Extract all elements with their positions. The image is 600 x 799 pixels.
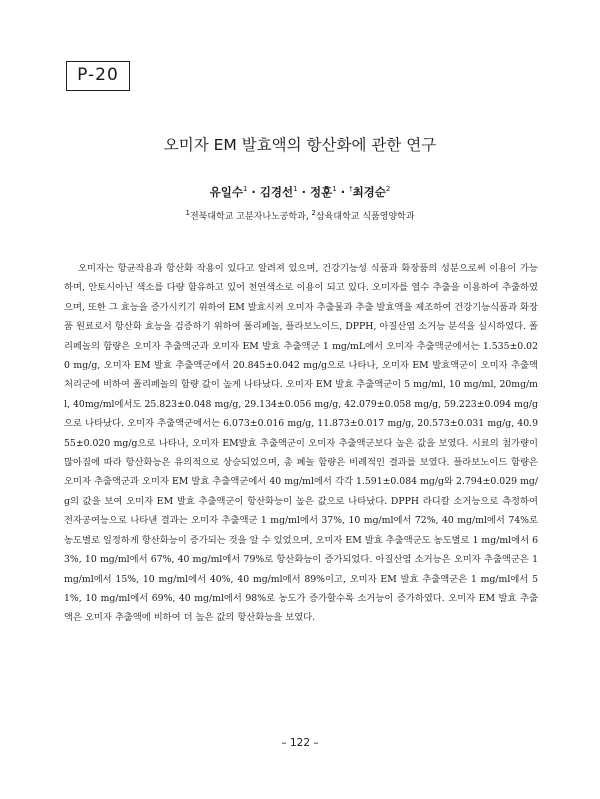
abstract-body: 오미자는 항균작용과 항산화 작용이 있다고 알려져 있으며, 건강기능성 식품과 화장품의 성분으로써 이용이 가능하며, 안토시아닌 색소를 다량 함유하고 있어 천연색소로 이용이 되고 있다. 오미자를 열수 추출을 이용하여 추출하였으며, 또한 그 효능을 증가시키기 위하여 EM 발효시켜 오미자 추출물과 추출 발효액을 제조하여 건강기능식품과 화장품 원료로서 항산화 효능을 검증하기 위하여 폴리페놀, 플라보노이드, DPPH, 아질산염 소거능 분석을 실시하였다. 폴리페놀의 함량은 오미자 추출액군과 오미자 EM 발효 추출액군 1 mg/mL에서 오미자 추출액군에서는 1.535±0.020 mg/g, 오미자 EM 발효 추출액군에서 20.845±0.042 mg/g으로 나타나, 오미자 EM 발효액군이 오미자 추출액 처리군에 비하여 폴리페놀의 함량 값이 높게 나타났다. 오미자 EM 발효 추출액군이 5 mg/ml, 10 mg/ml, 20mg/ml, 40mg/ml에서도 25.823±0.048 mg/g, 29.134±0.056 mg/g, 42.079±0.058 mg/g, 59.223±0.094 mg/g으로 나타났다. 오미자 추출액군에서는 6.073±0.016 mg/g, 11.873±0.017 mg/g, 20.573±0.031 mg/g, 40.955±0.020 mg/g으로 나타나, 오미자 EM발효 추출액군이 오미자 추출액군보다 높은 값을 보였다. 시료의 첨가량이 많아짐에 따라 항산화능은 유의적으로 상승되었으며, 총 폐놀 함량은 비례적인 결과를 보였다. 플라보노이드 함량은 오미자 추출액군과 오미자 EM 발효 추출액군에서 40 mg/ml에서 각각 1.591±0.084 mg/g와 2.794±0.029 mg/g의 값을 보여 오미자 EM 발효 추출액군이 항산화능이 높은 값으로 나타났다. DPPH 라디칼 소거능으로 측정하여 전자공여능으로 나타낸 결과는 오미자 추출액군 1 mg/ml에서 37%, 10 mg/ml에서 72%, 40 mg/ml에서 74%로 농도별로 일정하게 항산화능이 증가되는 것을 알 수 있었으며, 오미자 EM 발효 추출액군도 농도별로 1 mg/ml에서 63%, 10 mg/ml에서 67%, 40 mg/ml에서 79%로 항산화능이 증가되었다. 아질산염 소거능은 오미자 추출액군은 1 mg/ml에서 15%, 10 mg/ml에서 40%, 40 mg/ml에서 89%이고, 오미자 EM 발효 추출액군은 1 mg/ml에서 51%, 10 mg/ml에서 69%, 40 mg/ml에서 98%로 농도가 증가할수록 소거능이 증가하였다. 오미자 EM 발효 추출액은 오미자 추출액에 비하여 더 높은 값의 항산화능을 보였다. — [64, 263, 538, 624]
author-list — [60, 184, 540, 200]
affiliations — [60, 209, 540, 222]
poster-number: P-20 — [77, 65, 119, 85]
author: 정훈$^1$ — [310, 185, 337, 199]
corresponding-author: †최경순$^2$ — [349, 185, 391, 199]
author-separator: · — [247, 185, 260, 199]
author-separator: · — [336, 185, 350, 199]
author-separator: · — [297, 185, 310, 199]
author: 김경선$^1$ — [259, 185, 298, 199]
author: 유일수$^1$ — [209, 185, 248, 199]
poster-number-box — [66, 61, 130, 91]
paper-title: 오미자 EM 발효액의 항산화에 관한 연구 — [163, 136, 437, 154]
affiliation: $^1$전북대학교 고분자나노공학과, — [185, 209, 312, 222]
affiliation: $^2$삼육대학교 식품영양학과 — [311, 209, 415, 222]
page-number: – 122 – — [281, 737, 319, 749]
